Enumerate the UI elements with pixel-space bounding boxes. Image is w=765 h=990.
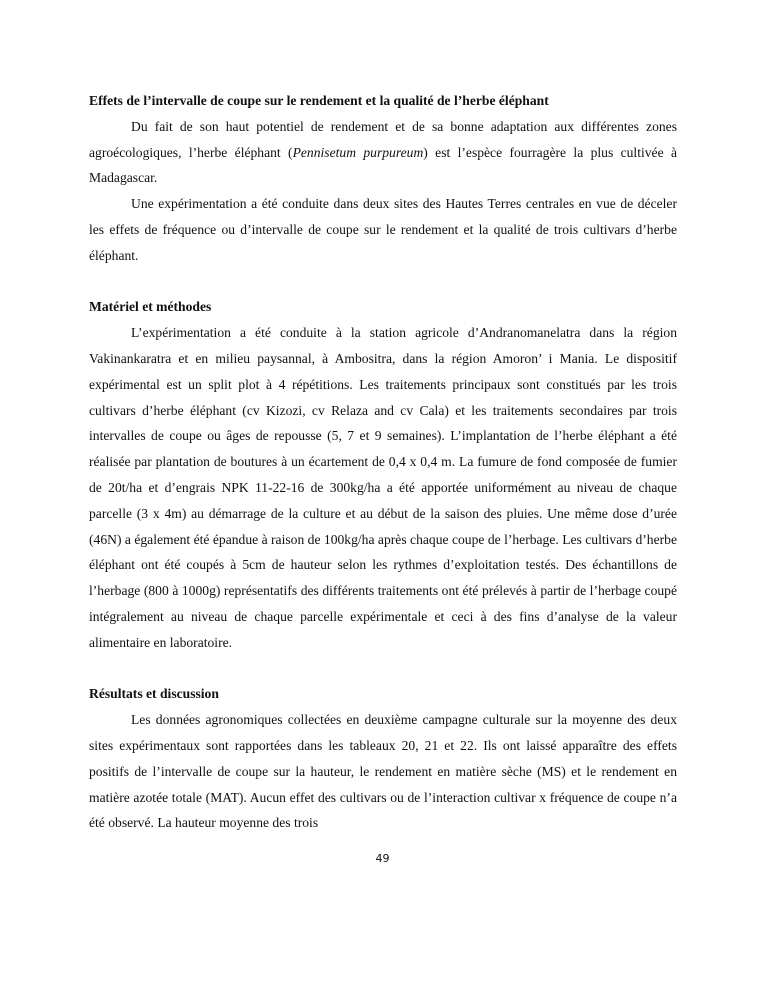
- paragraph-intro-text-end: ) est l’espèce fourragère la plus cultivée à Madagascar.: [89, 144, 677, 186]
- paragraph-methods: L’expérimentation a été conduite à la station agricole d’Andranomanelatra dans la région Vakinankaratra et en milieu paysannal, à Ambositra, dans la région Amoron’ i Mania. Le dispositif expérimental est un split plot à 4 répétitions. Les traitements principaux sont constitués par les trois cultivars d’herbe éléphant (cv Kizozi, cv Relaza and cv Cala) et les traitements secondaires par trois intervalles de coupe ou âges de repousse (5, 7 et 9 semaines). L’implantation de l’herbe éléphant a été réalisée par plantation de boutures à un écartement de 0,4 x 0,4 m. La fumure de fond composée de fumier de 20t/ha et d’engrais NPK 11-22-16 de 300kg/ha a été apportée uniformément au niveau de chaque parcelle (3 x 4m) au démarrage de la culture et au début de la saison des pluies. Une même dose d’urée (46N) a également été épandue à raison de 100kg/ha après chaque coupe de l’herbage. Les cultivars d’herbe éléphant ont été coupés à 5cm de hauteur selon les rythmes d’exploitation testés. Des échantillons de l’herbage (800 à 1000g) représentatifs des différents traitements ont été prélevés à partir de l’herbage coupé intégralement au niveau de chaque parcelle expérimentale et ceci à des fins d’analyse de la valeur alimentaire en laboratoire.: [89, 325, 677, 650]
- paragraph-experiment: Une expérimentation a été conduite dans deux sites des Hautes Terres centrales en vue de déceler les effets de fréquence ou d’intervalle de coupe sur le rendement et la qualité de trois cultivars d’herbe éléphant.: [89, 196, 677, 263]
- species-name: Pennisetum purpureum: [292, 144, 424, 160]
- paragraph-intro-text-start: Du fait de son haut potentiel de rendement et de sa bonne adaptation aux différentes zones agroécologiques, l’herbe éléphant (: [89, 118, 677, 160]
- section-heading-materiel: Matériel et méthodes: [89, 299, 212, 315]
- paragraph-results: Les données agronomiques collectées en deuxième campagne culturale sur la moyenne des deux sites expérimentaux sont rapportées dans les tableaux 20, 21 et 22. Ils ont laissé apparaître des effets positifs de l’intervalle de coupe sur la hauteur, le rendement en matière sèche (MS) et le rendement en matière azotée totale (MAT). Aucun effet des cultivars ou de l’interaction cultivar x fréquence de coupe n’a été observé. La hauteur moyenne des trois: [89, 712, 677, 831]
- section-heading-effets: Effets de l’intervalle de coupe sur le rendement et la qualité de l’herbe éléphant: [89, 93, 549, 108]
- paragraph-intro: [89, 114, 677, 191]
- section-spacer: [89, 656, 677, 682]
- section-heading-resultats: Résultats et discussion: [89, 686, 219, 702]
- page-number: 49: [375, 852, 390, 865]
- document-page: [89, 88, 677, 836]
- section-spacer: [89, 269, 677, 295]
